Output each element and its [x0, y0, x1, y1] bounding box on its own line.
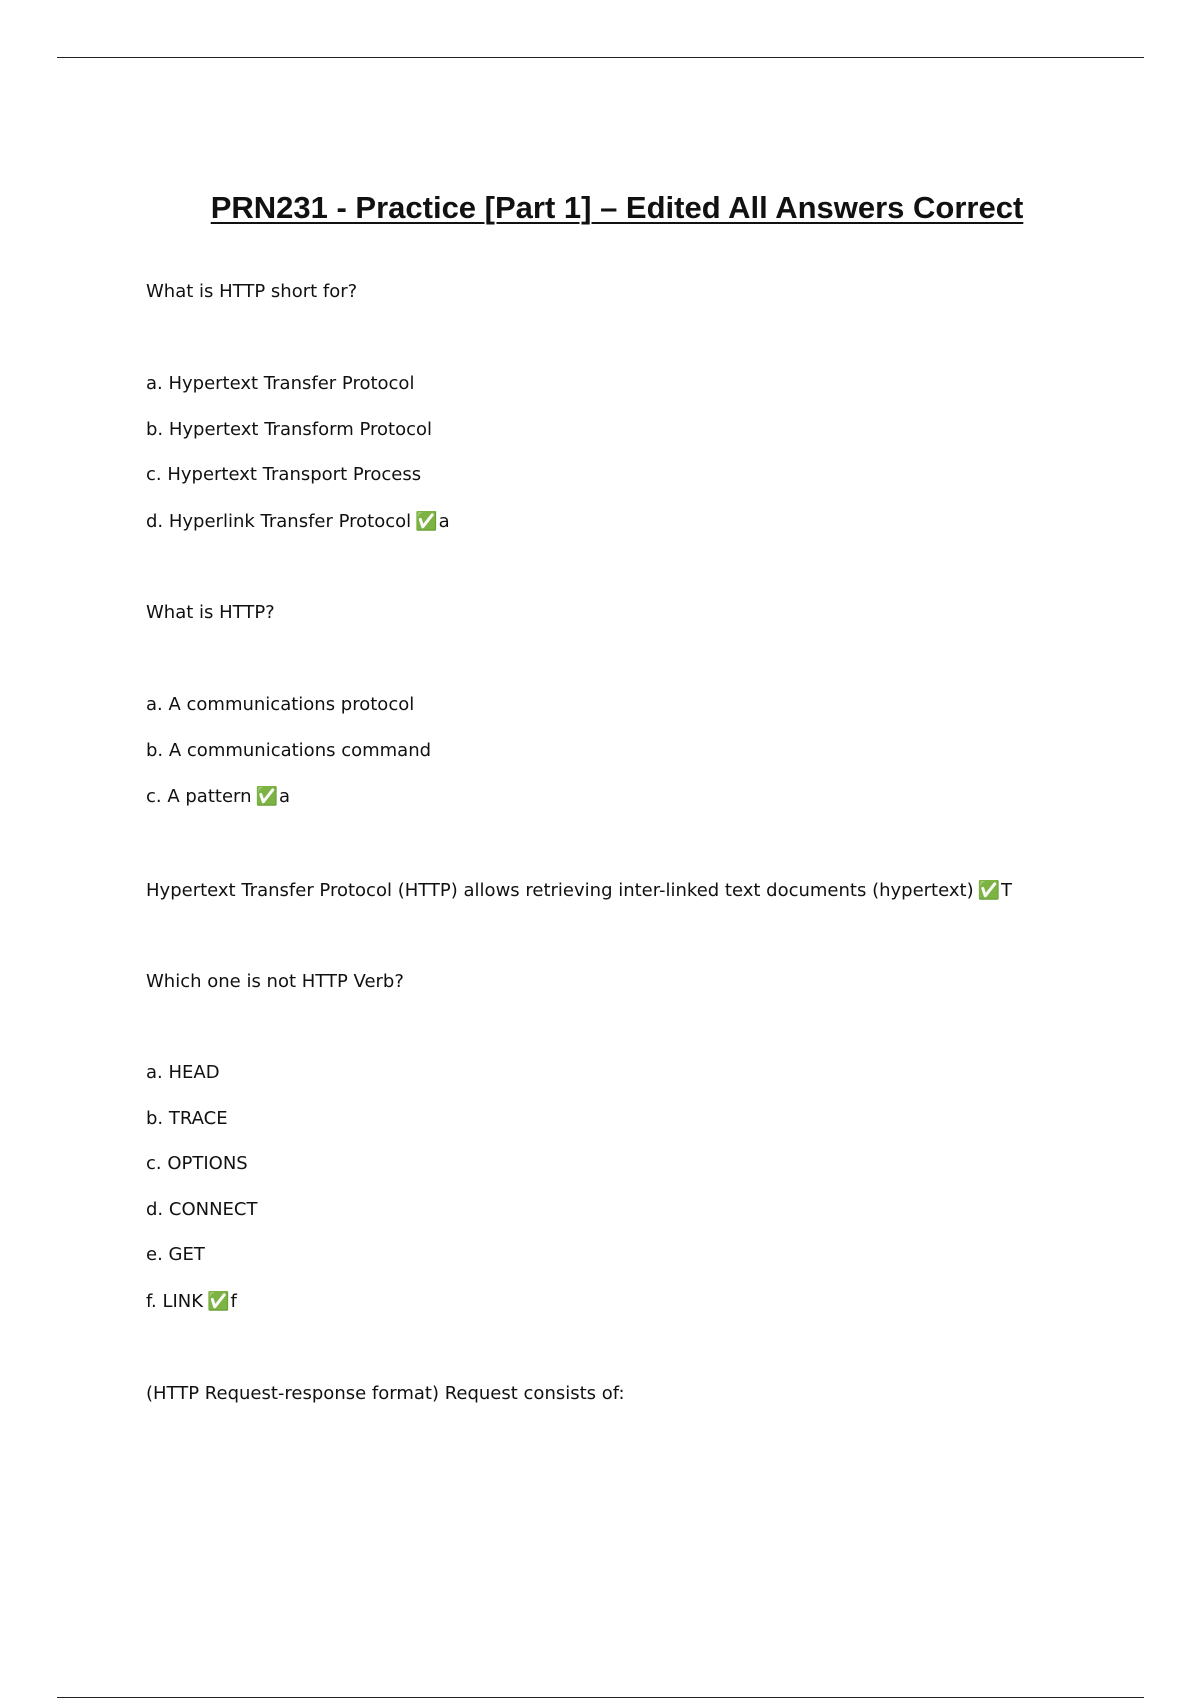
- question-4-option-a: a. HEAD: [146, 1062, 220, 1083]
- question-3-answer: T: [1001, 880, 1013, 901]
- question-2-option-c: [146, 785, 290, 809]
- question-1-option-d: [146, 510, 450, 534]
- question-1-option-b: b. Hypertext Transform Protocol: [146, 419, 432, 440]
- question-1-option-c: c. Hypertext Transport Process: [146, 464, 422, 485]
- check-icon: ✅: [977, 880, 1001, 901]
- question-3-statement: [146, 879, 1012, 903]
- question-4-option-e: e. GET: [146, 1244, 205, 1265]
- question-1-option-d-text: d. Hyperlink Transfer Protocol: [146, 511, 412, 532]
- document-title: PRN231 - Practice [Part 1] – Edited All Answers Correct: [210, 190, 1024, 225]
- check-icon: ✅: [255, 786, 278, 807]
- question-2-option-a: a. A communications protocol: [146, 694, 415, 715]
- question-2-prompt: What is HTTP?: [146, 602, 275, 623]
- question-2-answer: a: [278, 786, 290, 807]
- question-4-option-f: [146, 1290, 237, 1314]
- question-4-answer: f: [230, 1291, 237, 1312]
- header-rule: [57, 57, 1144, 58]
- question-3-prompt: Hypertext Transfer Protocol (HTTP) allows retrieving inter-linked text documents (hypertext): [146, 880, 974, 901]
- question-4-prompt: Which one is not HTTP Verb?: [146, 971, 404, 992]
- question-4-option-b: b. TRACE: [146, 1108, 228, 1129]
- question-1-answer: a: [438, 511, 450, 532]
- question-4-option-c: c. OPTIONS: [146, 1153, 248, 1174]
- check-icon: ✅: [415, 511, 438, 532]
- question-2-option-c-text: c. A pattern: [146, 786, 252, 807]
- question-4-option-d: d. CONNECT: [146, 1199, 258, 1220]
- question-1-prompt: What is HTTP short for?: [146, 281, 358, 302]
- footer-rule: [57, 1697, 1144, 1698]
- question-5-prompt: (HTTP Request-response format) Request consists of:: [146, 1383, 625, 1404]
- question-2-option-b: b. A communications command: [146, 740, 432, 761]
- question-1-option-a: a. Hypertext Transfer Protocol: [146, 373, 415, 394]
- check-icon: ✅: [207, 1291, 230, 1312]
- question-4-option-f-text: f. LINK: [146, 1291, 204, 1312]
